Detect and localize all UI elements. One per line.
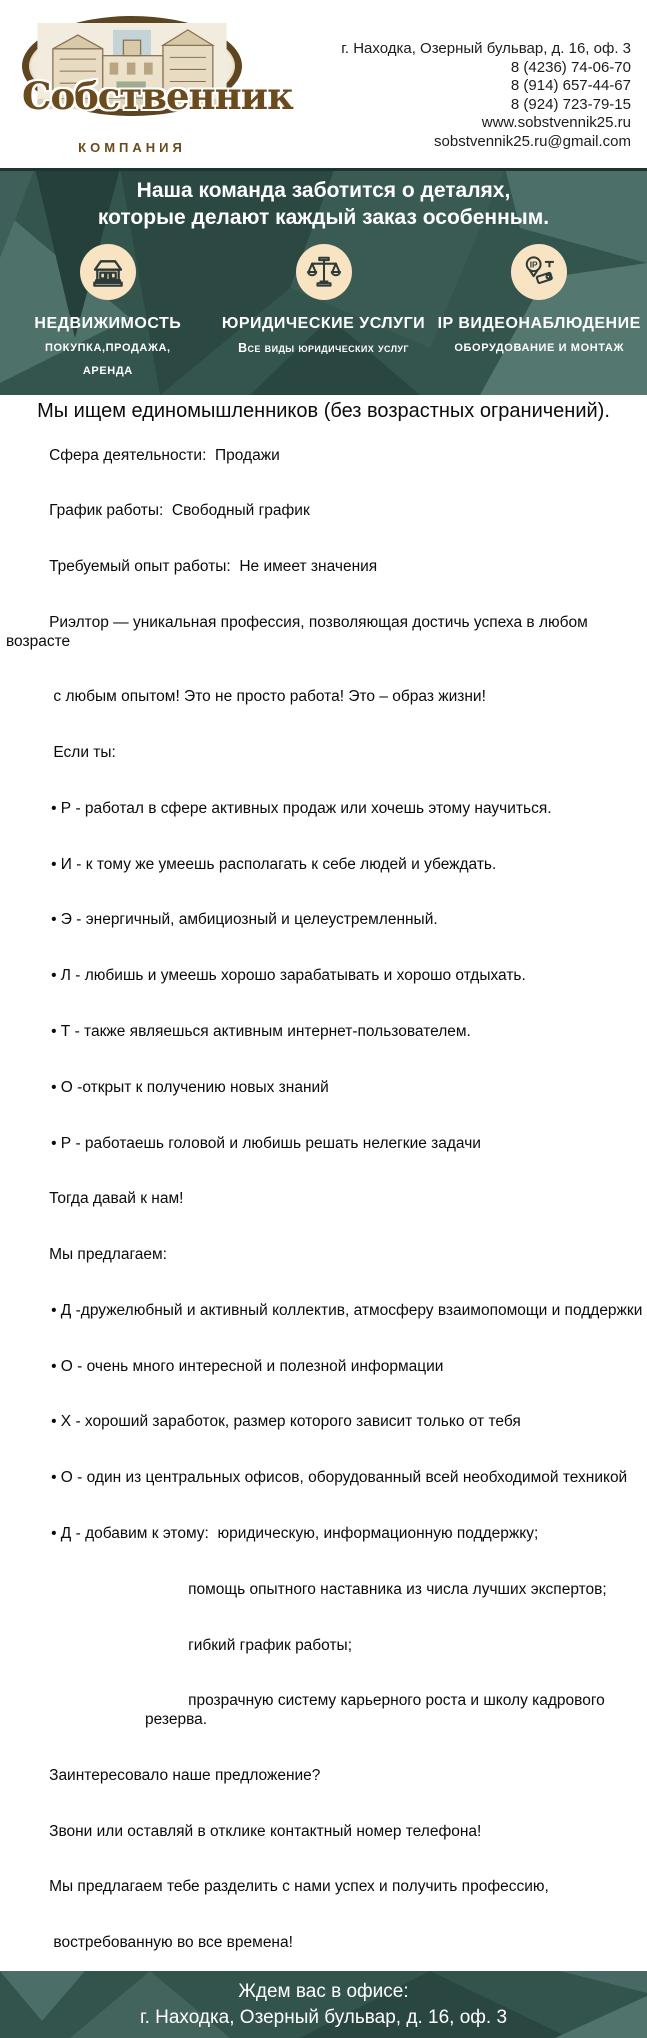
body-text-line — [0, 1674, 647, 1748]
body-text-line — [0, 595, 647, 669]
body-text-line — [0, 1004, 647, 1060]
service-card-cctv — [431, 244, 647, 378]
body-text-line — [0, 1283, 647, 1339]
services-row — [0, 244, 647, 378]
body-line-text: • И - к тому же умеешь располагать к себе людей и убеждать. — [51, 855, 497, 873]
body-line-text: • Р - работал в сфере активных продаж или хочешь этому научиться. — [51, 799, 552, 817]
job-heading: Мы ищем единомышленников (без возрастных ограничений). — [37, 400, 610, 422]
service-card-legal — [216, 244, 432, 378]
body-text-line — [0, 1060, 647, 1116]
contact-phone-1: 8 (4236) 74-06-70 — [510, 58, 631, 76]
body-text-line — [0, 837, 647, 893]
footer-invite: Ждем вас в офисе: — [238, 1981, 409, 2003]
body-text-line — [0, 893, 647, 949]
body-line-text: Звони или оставляй в отклике контактный номер телефона! — [49, 1822, 482, 1840]
service-subtitle: Все виды юридических услуг — [238, 341, 409, 355]
body-text-line — [0, 428, 647, 484]
body-line-text: Тогда давай к нам! — [49, 1190, 184, 1208]
body-text-line — [0, 1172, 647, 1228]
logo-brand-text: Собственник — [22, 74, 293, 118]
body-line-text: • Л - любишь и умеешь хорошо зарабатывать и хорошо отдыхать. — [51, 967, 526, 985]
scales-icon — [296, 244, 352, 300]
body-line-text: • Э - энергичный, амбициозный и целеустремленный. — [51, 911, 438, 929]
body-line-text: • Р - работаешь головой и любишь решать нелегкие задачи — [51, 1134, 481, 1152]
body-line-text: гибкий график работы; — [188, 1636, 353, 1654]
body-line-text: • О - очень много интересной и полезной информации — [51, 1357, 444, 1375]
body-text-line — [0, 781, 647, 837]
body-line-text: востребованную во все времена! — [49, 1934, 293, 1952]
body-line-text: • О -открыт к получению новых знаний — [51, 1078, 329, 1096]
body-text-line — [0, 1916, 647, 1972]
body-line-text: Мы предлагаем: — [49, 1246, 167, 1264]
header — [0, 0, 647, 168]
body-line-text: с любым опытом! Это не просто работа! Это – образ жизни! — [49, 688, 486, 706]
banner-heading-line1: Наша команда заботится о деталях, — [136, 179, 511, 202]
body-text-line — [0, 1228, 647, 1284]
body-text-line — [0, 484, 647, 540]
body-text-line — [0, 1451, 647, 1507]
contact-email[interactable]: sobstvennik25.ru@gmail.com — [434, 132, 631, 150]
body-line-text: • Д - добавим к этому: юридическую, информационную поддержку; — [51, 1525, 539, 1543]
body-text-line — [0, 1506, 647, 1562]
body-text-line — [0, 726, 647, 782]
body-text-line — [0, 1860, 647, 1916]
service-title: IP ВИДЕОНАБЛЮДЕНИЕ — [437, 315, 641, 332]
body-line-text: Риэлтор — уникальная профессия, позволяющая достичь успеха в любом возрасте — [6, 613, 593, 650]
body-text-line — [0, 1804, 647, 1860]
contact-phone-2: 8 (914) 657-44-67 — [510, 77, 631, 94]
contact-phone-3: 8 (924) 723-79-15 — [510, 95, 631, 113]
service-subtitle: ОБОРУДОВАНИЕ И МОНТАЖ — [454, 342, 624, 354]
ip-camera-icon — [511, 244, 567, 300]
service-subtitle: ПОКУПКА,ПРОДАЖА, — [44, 342, 171, 354]
body-text-line — [0, 1339, 647, 1395]
office-footer — [0, 1971, 647, 2038]
body-line-text: Если ты: — [49, 744, 116, 762]
body-text-line — [0, 1748, 647, 1804]
body-text-line — [0, 949, 647, 1005]
services-banner — [0, 168, 647, 395]
svg-text:IP: IP — [529, 259, 538, 270]
body-line-text: • Т - также являешься активным интернет-пользователем. — [51, 1023, 471, 1040]
body-text-line — [0, 540, 647, 596]
footer-address: г. Находка, Озерный бульвар, д. 16, оф. 3 — [139, 2007, 508, 2029]
body-line-text: • О - один из центральных офисов, оборудованный всей необходимой техникой — [51, 1469, 628, 1487]
body-line-text: помощь опытного наставника из числа лучших экспертов; — [188, 1580, 607, 1598]
building-icon — [80, 244, 136, 300]
contact-website[interactable]: www.sobstvennik25.ru — [481, 114, 631, 131]
body-line-text: прозрачную систему карьерного роста и школу кадрового резерва. — [145, 1692, 610, 1728]
banner-heading-line2: которые делают каждый заказ особенным. — [97, 206, 550, 229]
body-text-line — [0, 670, 647, 726]
company-logo — [22, 12, 293, 164]
body-text-line — [0, 1116, 647, 1172]
service-title: НЕДВИЖИМОСТЬ — [34, 315, 182, 332]
service-subtitle: АРЕНДА — [82, 365, 133, 377]
body-text-line — [0, 1562, 647, 1618]
service-title: ЮРИДИЧЕСКИЕ УСЛУГИ — [221, 315, 426, 332]
body-line-text: Требуемый опыт работы: Не имеет значения — [49, 558, 378, 576]
footer-text — [0, 1971, 647, 2031]
body-line-text: • Д -дружелюбный и активный коллектив, атмосферу взаимопомощи и поддержки — [51, 1301, 643, 1319]
body-text-line — [0, 1618, 647, 1674]
body-line-text: • Х - хороший заработок, размер которого зависит только от тебя — [51, 1413, 521, 1431]
body-text-line — [0, 1395, 647, 1451]
body-line-text: Сфера деятельности: Продажи — [49, 446, 280, 464]
logo-company-label: КОМПАНИЯ — [78, 140, 186, 155]
contact-info — [341, 40, 631, 151]
contact-address: г. Находка, Озерный бульвар, д. 16, оф. 3 — [341, 40, 631, 57]
service-card-realty — [0, 244, 216, 378]
body-line-text: Заинтересовало наше предложение? — [49, 1766, 321, 1784]
banner-heading — [0, 177, 647, 231]
body-lines — [0, 428, 647, 1971]
body-line-text: График работы: Свободный график — [49, 502, 310, 520]
body-line-text: Мы предлагаем тебе разделить с нами успех и получить профессию, — [49, 1878, 549, 1896]
job-posting — [0, 395, 647, 1971]
